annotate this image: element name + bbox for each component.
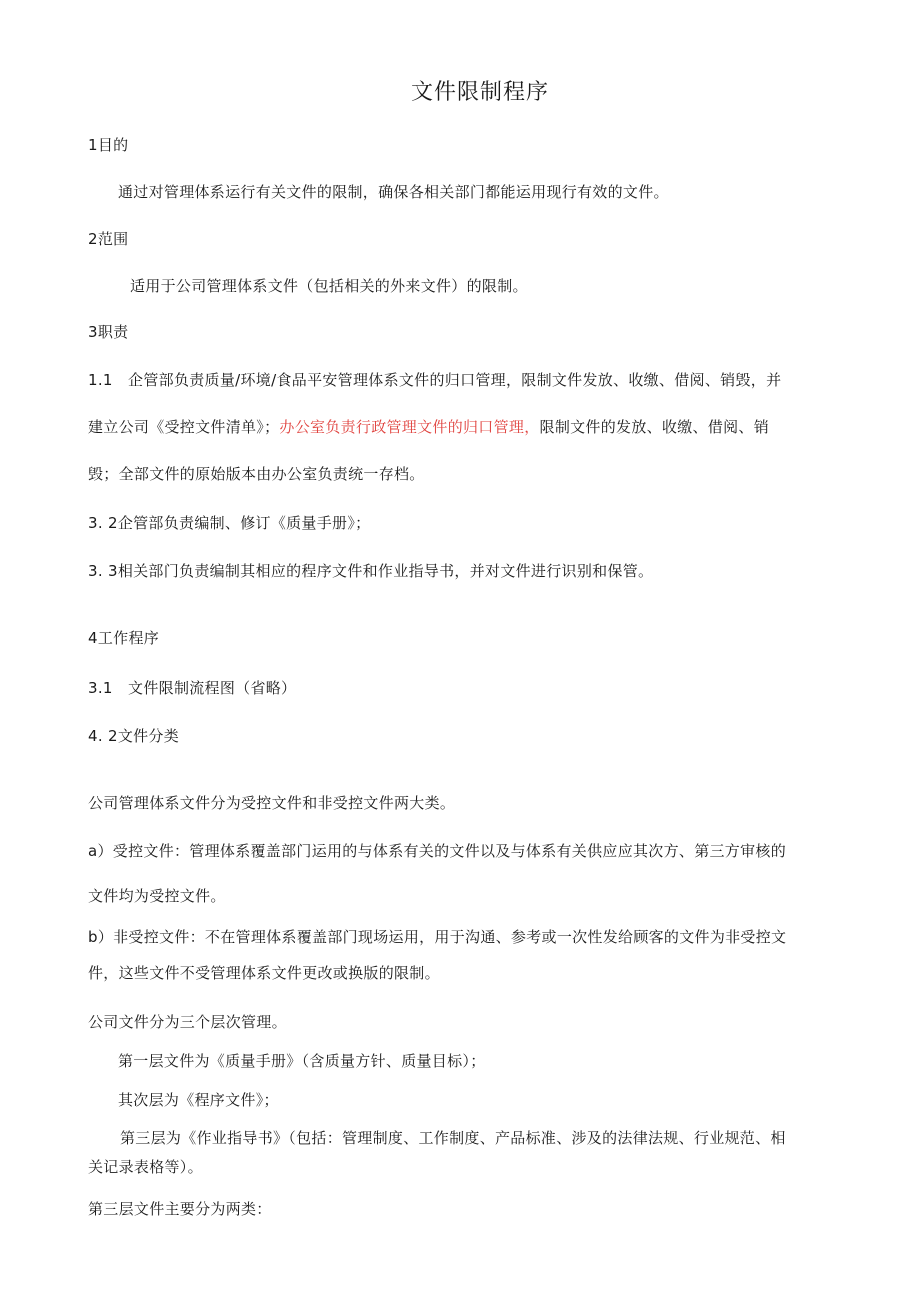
document-title: 文件限制程序 (410, 80, 549, 105)
classification-intro: 公司管理体系文件分为受控文件和非受控文件两大类。 (88, 794, 456, 812)
section-3-para-3: 3. 3相关部门负责编制其相应的程序文件和作业指导书，并对文件进行识别和保管。 (88, 562, 654, 580)
uncontrolled-docs-line-1: b）非受控文件：不在管理体系覆盖部门现场运用，用于沟通、参考或一次性发给顾客的文件为非受控文 (88, 928, 787, 946)
level-2: 其次层为《程序文件》； (118, 1091, 279, 1109)
level-3-line-1: 第三层为《作业指导书》（包括：管理制度、工作制度、产品标准、涉及的法律法规、行业规范、相 (120, 1129, 786, 1147)
levels-intro: 公司文件分为三个层次管理。 (88, 1013, 287, 1031)
section-4-sub-1: 3.1 文件限制流程图（省略） (88, 679, 297, 697)
section-3-para-2: 3. 2企管部负责编制、修订《质量手册》； (88, 514, 371, 532)
controlled-docs-line-1: a）受控文件：管理体系覆盖部门运用的与体系有关的文件以及与体系有关供应应其次方、第三方审核的 (88, 842, 786, 860)
section-2-heading: 2范围 (88, 230, 129, 248)
section-3-para-1-line-2 (88, 417, 769, 437)
section-3-para-1-text-after: 限制文件的发放、收缴、借阅、销 (539, 418, 770, 436)
level-1: 第一层文件为《质量手册》（含质量方针、质量目标）； (118, 1052, 486, 1070)
section-3-para-1-line-3: 毁；全部文件的原始版本由办公室负责统一存档。 (88, 465, 425, 483)
section-2-body: 适用于公司管理体系文件（包括相关的外来文件）的限制。 (130, 277, 528, 295)
section-4-heading: 4工作程序 (88, 629, 160, 647)
section-4-sub-2: 4. 2文件分类 (88, 727, 180, 745)
highlighted-text: 办公室负责行政管理文件的归口管理， (279, 418, 540, 436)
uncontrolled-docs-line-2: 件，这些文件不受管理体系文件更改或换版的限制。 (88, 964, 440, 982)
controlled-docs-line-2: 文件均为受控文件。 (88, 887, 226, 905)
level-3-line-2: 关记录表格等）。 (88, 1158, 203, 1176)
section-3-para-1-text-before: 建立公司《受控文件清单》； (88, 418, 280, 436)
level-3-types: 第三层文件主要分为两类： (88, 1200, 272, 1218)
section-3-heading: 3职责 (88, 323, 129, 341)
section-1-heading: 1目的 (88, 136, 129, 154)
section-1-body: 通过对管理体系运行有关文件的限制，确保各相关部门都能运用现行有效的文件。 (118, 183, 669, 201)
section-3-para-1-line-1: 1.1 企管部负责质量/环境/食品平安管理体系文件的归口管理，限制文件发放、收缴、借阅、销毁，并 (88, 371, 782, 389)
